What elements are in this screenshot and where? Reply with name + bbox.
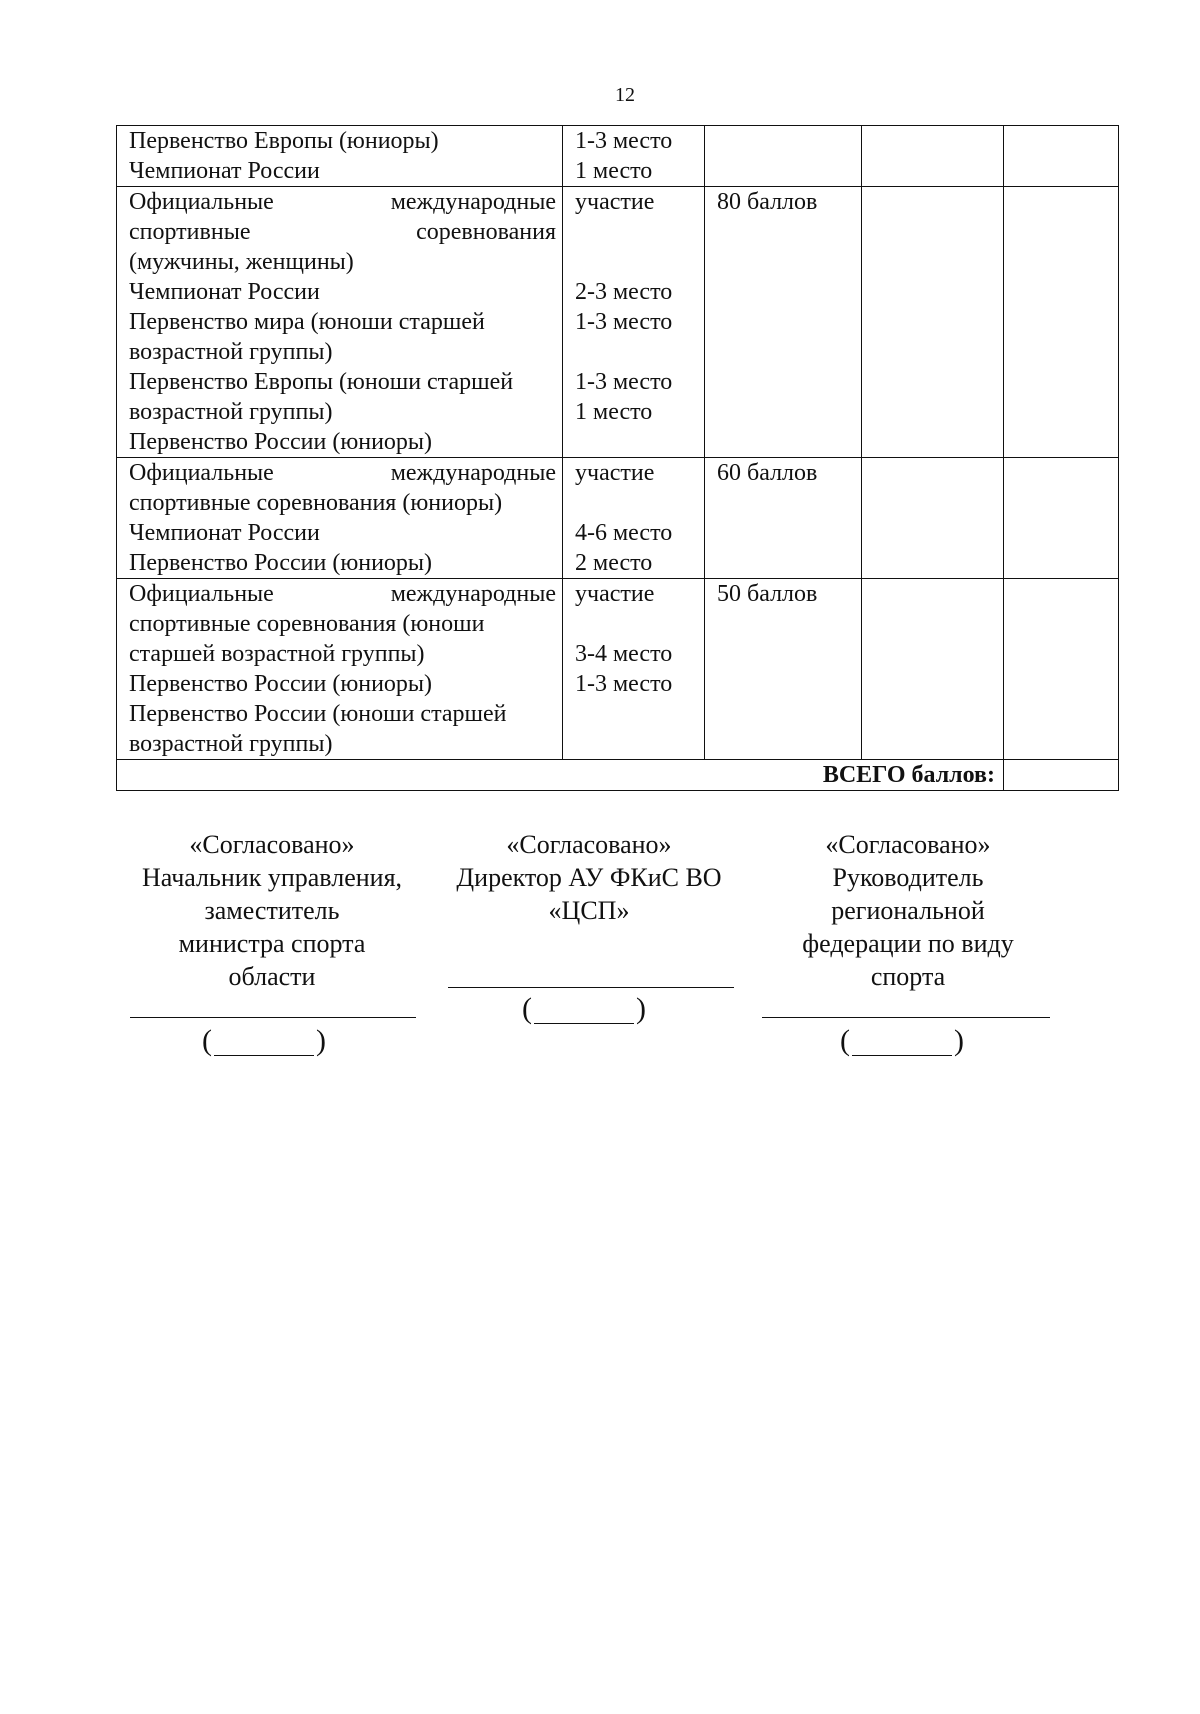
- score-table: [116, 125, 1119, 791]
- paren-open: (: [202, 1024, 212, 1057]
- empty-cell: [862, 458, 1004, 579]
- points-cell: [705, 126, 862, 187]
- paren-close: ): [316, 1024, 326, 1057]
- table-row: [117, 579, 1119, 760]
- empty-cell: [862, 579, 1004, 760]
- sign-line: заместитель: [204, 896, 340, 925]
- points-cell: [705, 579, 862, 760]
- word: соревнования: [416, 219, 556, 245]
- event-line: Первенство России (юниоры): [129, 550, 433, 576]
- sign-line: «Согласовано»: [825, 830, 991, 859]
- name-placeholder-3: [840, 1026, 964, 1056]
- paren-close: ): [954, 1024, 964, 1057]
- place-line: 2 место: [575, 550, 653, 576]
- sign-line: федерации по виду: [802, 929, 1014, 958]
- place-line: 3-4 место: [575, 641, 673, 667]
- total-value-cell: [1004, 760, 1119, 791]
- place-line: 1-3 место: [575, 671, 673, 697]
- event-line: Чемпионат России: [129, 158, 320, 184]
- empty-cell: [1004, 187, 1119, 458]
- word: международные: [390, 581, 556, 607]
- points-value: 60 баллов: [717, 460, 818, 486]
- name-blank: [534, 999, 634, 1024]
- empty-cell: [1004, 126, 1119, 187]
- event-line: спортивные соревнования (юноши: [129, 611, 485, 637]
- event-line: [129, 187, 556, 217]
- sign-line: Руководитель: [832, 863, 984, 892]
- place-line: 1-3 место: [575, 309, 673, 335]
- spacer: [575, 488, 698, 518]
- place-line: 1 место: [575, 158, 653, 184]
- event-line: Первенство России (юниоры): [129, 671, 433, 697]
- table-row: [117, 458, 1119, 579]
- event-line: возрастной группы): [129, 399, 333, 425]
- event-line: [129, 458, 556, 488]
- word: международные: [390, 460, 556, 486]
- sign-line: области: [228, 962, 316, 991]
- event-line: спортивные соревнования (юниоры): [129, 490, 503, 516]
- word: Официальные: [129, 189, 274, 215]
- event-line: [129, 217, 556, 247]
- spacer: [575, 337, 698, 367]
- total-row: [117, 760, 1119, 791]
- signature-block-2: [429, 828, 749, 927]
- paren-open: (: [522, 992, 532, 1025]
- name-blank: [214, 1031, 314, 1056]
- place-line: 1 место: [575, 399, 653, 425]
- spacer: [575, 247, 698, 277]
- empty-cell: [862, 126, 1004, 187]
- table-row: [117, 126, 1119, 187]
- points-cell: [705, 458, 862, 579]
- event-cell: [117, 458, 563, 579]
- paren-close: ): [636, 992, 646, 1025]
- sign-line: «ЦСП»: [548, 896, 630, 925]
- sign-line: спорта: [870, 962, 946, 991]
- points-value: 50 баллов: [717, 581, 818, 607]
- table-row: [117, 187, 1119, 458]
- event-cell: [117, 579, 563, 760]
- place-line: участие: [575, 189, 655, 215]
- word: международные: [390, 189, 556, 215]
- event-cell: [117, 187, 563, 458]
- name-placeholder-2: [522, 994, 646, 1024]
- event-line: Первенство России (юниоры): [129, 429, 433, 455]
- event-line: Чемпионат России: [129, 279, 320, 305]
- points-cell: [705, 187, 862, 458]
- place-line: 2-3 место: [575, 279, 673, 305]
- sign-line: Начальник управления,: [141, 863, 403, 892]
- spacer: [575, 217, 698, 247]
- sign-line: региональной: [831, 896, 985, 925]
- event-line: (мужчины, женщины): [129, 249, 354, 275]
- event-line: Первенство Европы (юниоры): [129, 128, 439, 154]
- event-line: Первенство мира (юноши старшей: [129, 309, 485, 335]
- place-line: участие: [575, 581, 655, 607]
- sign-line: «Согласовано»: [506, 830, 672, 859]
- event-line: возрастной группы): [129, 731, 333, 757]
- event-line: старшей возрастной группы): [129, 641, 425, 667]
- event-line: Чемпионат России: [129, 520, 320, 546]
- place-line: участие: [575, 460, 655, 486]
- sign-line: «Согласовано»: [189, 830, 355, 859]
- empty-cell: [1004, 579, 1119, 760]
- signature-block-1: [112, 828, 432, 993]
- place-cell: [563, 579, 705, 760]
- signature-block-3: [748, 828, 1068, 993]
- signature-line-1: [130, 1017, 416, 1018]
- word: Официальные: [129, 460, 274, 486]
- empty-cell: [862, 187, 1004, 458]
- event-cell: [117, 126, 563, 187]
- signature-line-3: [762, 1017, 1050, 1018]
- place-cell: [563, 126, 705, 187]
- spacer: [575, 609, 698, 639]
- event-line: возрастной группы): [129, 339, 333, 365]
- place-line: 1-3 место: [575, 369, 673, 395]
- place-line: 4-6 место: [575, 520, 673, 546]
- empty-cell: [1004, 458, 1119, 579]
- event-line: Первенство России (юноши старшей: [129, 701, 507, 727]
- sign-line: Директор АУ ФКиС ВО: [456, 863, 722, 892]
- signature-line-2: [448, 987, 734, 988]
- place-cell: [563, 458, 705, 579]
- event-line: Первенство Европы (юноши старшей: [129, 369, 514, 395]
- word: Официальные: [129, 581, 274, 607]
- word: спортивные: [129, 219, 251, 245]
- total-label: ВСЕГО баллов:: [117, 760, 1004, 791]
- sign-line: министра спорта: [178, 929, 366, 958]
- place-line: 1-3 место: [575, 128, 673, 154]
- event-line: [129, 579, 556, 609]
- points-value: 80 баллов: [717, 189, 818, 215]
- place-cell: [563, 187, 705, 458]
- name-blank: [852, 1031, 952, 1056]
- paren-open: (: [840, 1024, 850, 1057]
- name-placeholder-1: [202, 1026, 326, 1056]
- page-number: 12: [615, 84, 635, 106]
